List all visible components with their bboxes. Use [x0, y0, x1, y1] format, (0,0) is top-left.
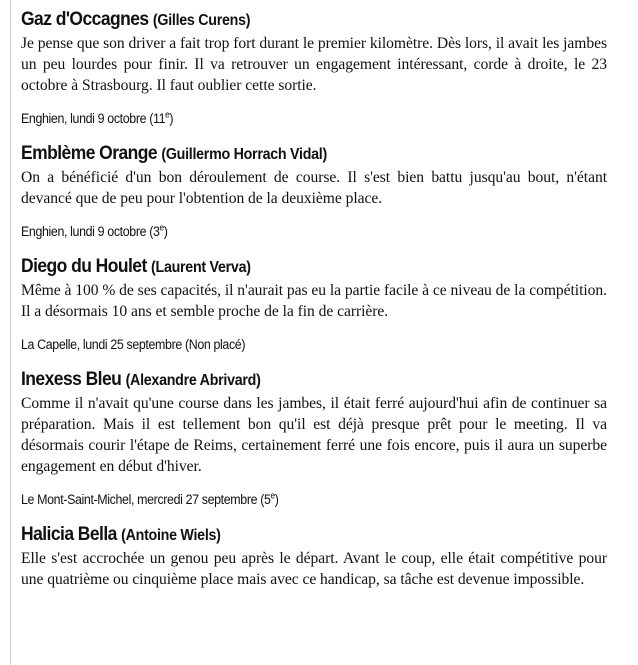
horse-name: Gaz d'Occagnes [21, 9, 149, 30]
entry-title [21, 255, 560, 280]
horse-name: Inexess Bleu [21, 369, 122, 390]
entry-diego-du-houlet [21, 255, 607, 354]
article-column [21, 8, 607, 590]
entry-embleme-orange [21, 142, 607, 241]
entry-title [21, 8, 560, 33]
race-info: Enghien, lundi 9 octobre (11e) [21, 109, 174, 126]
entry-comment: Elle s'est accrochée un genou peu après le départ. Avant le coup, elle était compétitive pour une quatrième ou cinquième place mais avec ce handicap, sa tâche est devenue impossible. [21, 550, 607, 588]
entry-title [21, 523, 560, 548]
driver-name: (Antoine Wiels) [121, 527, 221, 544]
horse-name: Emblème Orange [21, 143, 158, 164]
entry-comment: Même à 100 % de ses capacités, il n'aurait pas eu la partie facile à ce niveau de la compétition. Il a désormais 10 ans et semble proche de la fin de carrière. [21, 282, 607, 320]
entry-title [21, 142, 560, 167]
entry-comment: Je pense que son driver a fait trop fort durant le premier kilomètre. Dès lors, il avait les jambes un peu lourdes pour finir. Il va retrouver un engagement intéressant, corde à droite, le 23 octobre à Strasbourg. Il faut oublier cette sortie. [21, 35, 607, 94]
entry-comment: Comme il n'avait qu'une course dans les jambes, il était ferré aujourd'hui afin de continuer sa préparation. Mais il est tellement bon qu'il est déjà presque prêt pour le meeting. Il va désormais courir l'étape de Reims, certainement ferré une fois encore, puis il aura un superbe engagement en début d'hiver. [21, 395, 607, 475]
driver-name: (Guillermo Horrach Vidal) [161, 146, 327, 163]
race-info: La Capelle, lundi 25 septembre (Non placé) [21, 337, 246, 352]
horse-name: Halicia Bella [21, 524, 117, 545]
entry-gaz-d-occagnes [21, 8, 607, 128]
horse-name: Diego du Houlet [21, 256, 147, 277]
entry-halicia-bella [21, 523, 607, 590]
race-info: Le Mont-Saint-Michel, mercredi 27 septembre (5e) [21, 490, 279, 507]
entry-comment: On a bénéficié d'un bon déroulement de course. Il s'est bien battu jusqu'au bout, n'étant devancé que de peu pour l'obtention de la deuxième place. [21, 169, 607, 207]
driver-name: (Alexandre Abrivard) [125, 372, 261, 389]
race-info: Enghien, lundi 9 octobre (3e) [21, 222, 168, 239]
driver-name: (Laurent Verva) [151, 259, 251, 276]
left-column-edge [0, 0, 11, 665]
entry-inexess-bleu [21, 368, 607, 509]
entry-title [21, 368, 560, 393]
driver-name: (Gilles Curens) [152, 12, 251, 29]
